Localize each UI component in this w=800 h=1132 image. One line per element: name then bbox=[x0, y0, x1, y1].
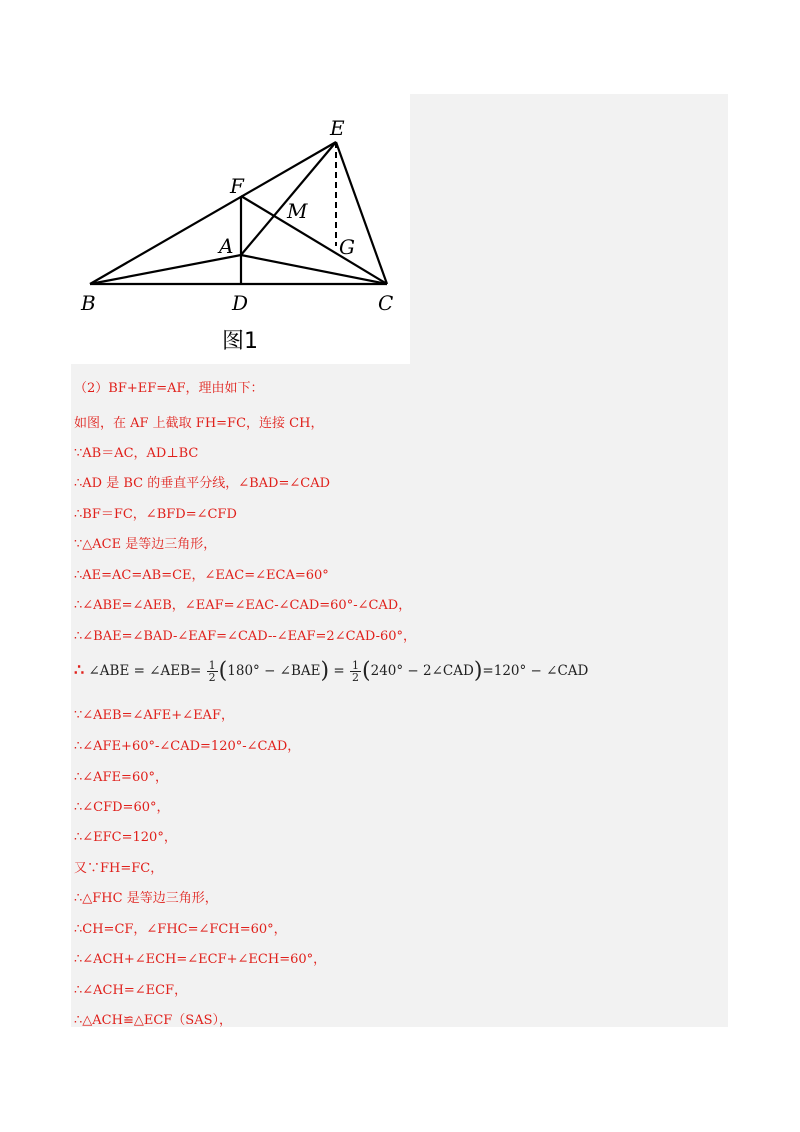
label-f: F bbox=[230, 174, 244, 198]
fraction-numerator: 1 bbox=[352, 659, 360, 672]
proof-line: ∴∠ABE=∠AEB，∠EAF=∠EAC-∠CAD=60°-∠CAD， bbox=[74, 598, 412, 613]
fraction-numerator: 1 bbox=[208, 659, 216, 672]
proof-line: ∴AD 是 BC 的垂直平分线，∠BAD=∠CAD bbox=[74, 476, 331, 491]
proof-line: （2）BF+EF=AF，理由如下： bbox=[74, 381, 264, 396]
proof-line: ∵AB＝AC，AD⊥BC bbox=[74, 446, 199, 461]
proof-line: 如图，在 AF 上截取 FH=FC，连接 CH， bbox=[74, 416, 324, 431]
fraction-half bbox=[207, 660, 218, 683]
fraction-denominator: 2 bbox=[352, 671, 360, 684]
proof-line: ∴∠EFC=120°， bbox=[74, 830, 177, 845]
triangle-diagram bbox=[71, 94, 410, 364]
segment-ac bbox=[241, 255, 387, 284]
proof-line: ∴∠AFE=60°， bbox=[74, 770, 168, 785]
label-a: A bbox=[219, 234, 234, 258]
label-b: B bbox=[81, 291, 96, 315]
fraction-half-2 bbox=[350, 660, 361, 683]
proof-line: ∴BF＝FC，∠BFD=∠CFD bbox=[74, 507, 237, 522]
segment-ec bbox=[336, 142, 387, 284]
proof-line: ∴△FHC 是等边三角形， bbox=[74, 891, 218, 906]
proof-line: ∴CH=CF，∠FHC=∠FCH=60°， bbox=[74, 922, 287, 937]
label-c: C bbox=[378, 291, 394, 315]
proof-line: ∵△ACE 是等边三角形， bbox=[74, 537, 217, 552]
figure-caption: 图1 bbox=[222, 329, 258, 354]
paren-close: ) bbox=[473, 658, 483, 684]
paren-close: ) bbox=[320, 658, 330, 684]
formula-inner1: 180° − ∠BAE bbox=[227, 663, 321, 679]
label-g: G bbox=[339, 235, 355, 259]
formula-part1: ∠ABE = ∠AEB= bbox=[88, 663, 202, 679]
paren-open: ( bbox=[362, 658, 371, 684]
proof-line: ∴∠ACH=∠ECF， bbox=[74, 983, 188, 998]
proof-line: ∴∠BAE=∠BAD-∠EAF=∠CAD--∠EAF=2∠CAD-60°， bbox=[74, 629, 417, 644]
proof-line: ∴∠ACH+∠ECH=∠ECF+∠ECH=60°， bbox=[74, 952, 327, 967]
proof-line: ∴AE=AC=AB=CE，∠EAC=∠ECA=60° bbox=[74, 568, 329, 583]
fraction-denominator: 2 bbox=[208, 671, 216, 684]
formula-eq: = bbox=[333, 663, 345, 679]
therefore-symbol: ∴ bbox=[74, 660, 85, 679]
proof-line: ∴△ACH≌△ECF（SAS）， bbox=[74, 1013, 232, 1028]
label-e: E bbox=[330, 116, 345, 140]
proof-line: ∴∠AFE+60°-∠CAD=120°-∠CAD， bbox=[74, 739, 301, 754]
label-d: D bbox=[232, 291, 249, 315]
proof-line: ∵∠AEB=∠AFE+∠EAF， bbox=[74, 708, 234, 723]
paren-open: ( bbox=[218, 658, 228, 684]
formula-line bbox=[74, 660, 588, 683]
proof-line: 又∵FH=FC， bbox=[74, 861, 164, 876]
proof-line: ∴∠CFD=60°， bbox=[74, 800, 170, 815]
geometry-figure bbox=[71, 94, 410, 364]
segment-ba bbox=[90, 255, 241, 284]
label-m: M bbox=[287, 199, 308, 223]
formula-inner2: 240° − 2∠CAD bbox=[370, 663, 474, 679]
formula-tail: =120° − ∠CAD bbox=[482, 663, 589, 679]
segment-fc bbox=[241, 196, 387, 284]
